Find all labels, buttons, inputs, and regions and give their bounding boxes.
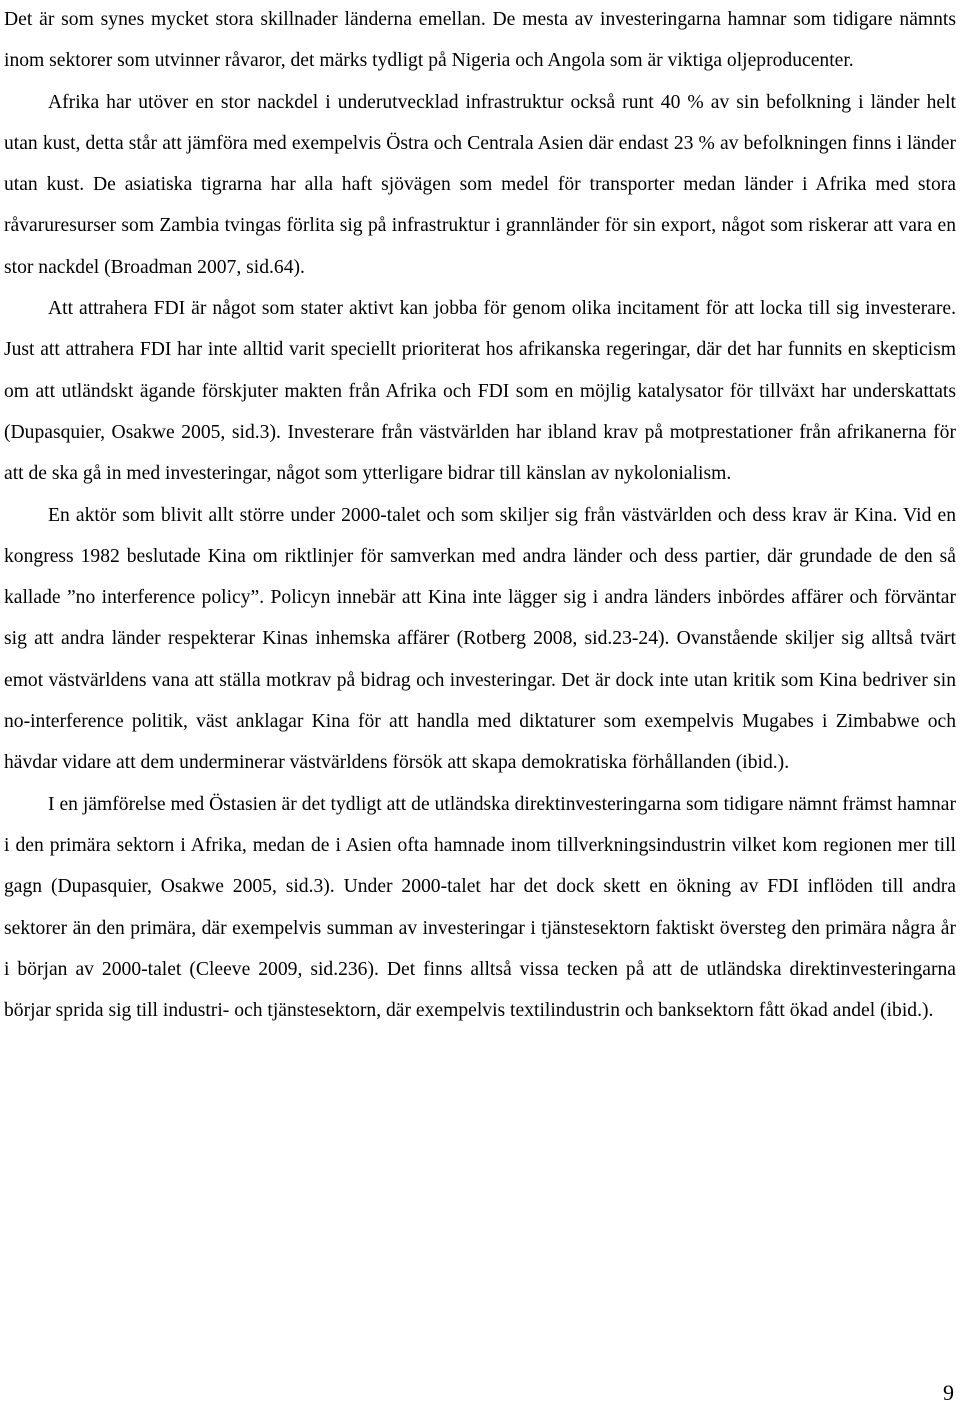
paragraph-3: Att attrahera FDI är något som stater aktivt kan jobba för genom olika incitament för att locka till sig investerare. Just att attrahera FDI har inte alltid varit speciellt prioriterat hos afrikanska regeringar, där det har funnits en skepticism om att utländskt ägande förskjuter makten från Afrika och FDI som en möjlig katalysator för tillväxt har underskattats (Dupasquier, Osakwe 2005, sid.3). Investerare från västvärlden har ibland krav på motprestationer från afrikanerna för att de ska gå in med investeringar, något som ytterligare bidrar till känslan av nykolonialism. [4, 298, 956, 485]
body-text [4, 0, 956, 1031]
paragraph-4: En aktör som blivit allt större under 2000-talet och som skiljer sig från västvärlden och dess krav är Kina. Vid en kongress 1982 beslutade Kina om riktlinjer för samverkan med andra länder och dess partier, där grundade de den så kallade ”no interference policy”. Policyn innebär att Kina inte lägger sig i andra länders inbördes affärer och förväntar sig att andra länder respekterar Kinas inhemska affärer (Rotberg 2008, sid.23-24). Ovanstående skiljer sig alltså tvärt emot västvärldens vana att ställa motkrav på bidrag och investeringar. Det är dock inte utan kritik som Kina bedriver sin no-interference politik, väst anklagar Kina för att handla med diktaturer som exempelvis Mugabes i Zimbabwe och hävdar vidare att dem underminerar västvärldens försök att skapa demokratiska förhållanden (ibid.). [4, 504, 956, 774]
page-number: 9 [943, 1380, 954, 1405]
paragraph-5: I en jämförelse med Östasien är det tydligt att de utländska direktinvesteringarna som tidigare nämnt främst hamnar i den primära sektorn i Afrika, medan de i Asien ofta hamnade inom tillverkningsindustrin vilket kom regionen mer till gagn (Dupasquier, Osakwe 2005, sid.3). Under 2000-talet har det dock skett en ökning av FDI inflöden till andra sektorer än den primära, där exempelvis summan av investeringar i tjänstesektorn faktiskt översteg den primära några år i början av 2000-talet (Cleeve 2009, sid.236). Det finns alltså vissa tecken på att de utländska direktinvesteringarna börjar sprida sig till industri- och tjänstesektorn, där exempelvis textilindustrin och banksektorn fått ökad andel (ibid.). [4, 793, 956, 1022]
paragraph-2: Afrika har utöver en stor nackdel i underutvecklad infrastruktur också runt 40 % av sin befolkning i länder helt utan kust, detta står att jämföra med exempelvis Östra och Centrala Asien där endast 23 % av befolkningen finns i länder utan kust. De asiatiska tigrarna har alla haft sjövägen som medel för transporter medan länder i Afrika med stora råvaruresurser som Zambia tvingas förlita sig på infrastruktur i grannländer för sin export, något som riskerar att vara en stor nackdel (Broadman 2007, sid.64). [4, 91, 956, 278]
paragraph-1: Det är som synes mycket stora skillnader länderna emellan. De mesta av investeringarna hamnar som tidigare nämnts inom sektorer som utvinner råvaror, det märks tydligt på Nigeria och Angola som är viktiga oljeproducenter. [4, 9, 956, 72]
